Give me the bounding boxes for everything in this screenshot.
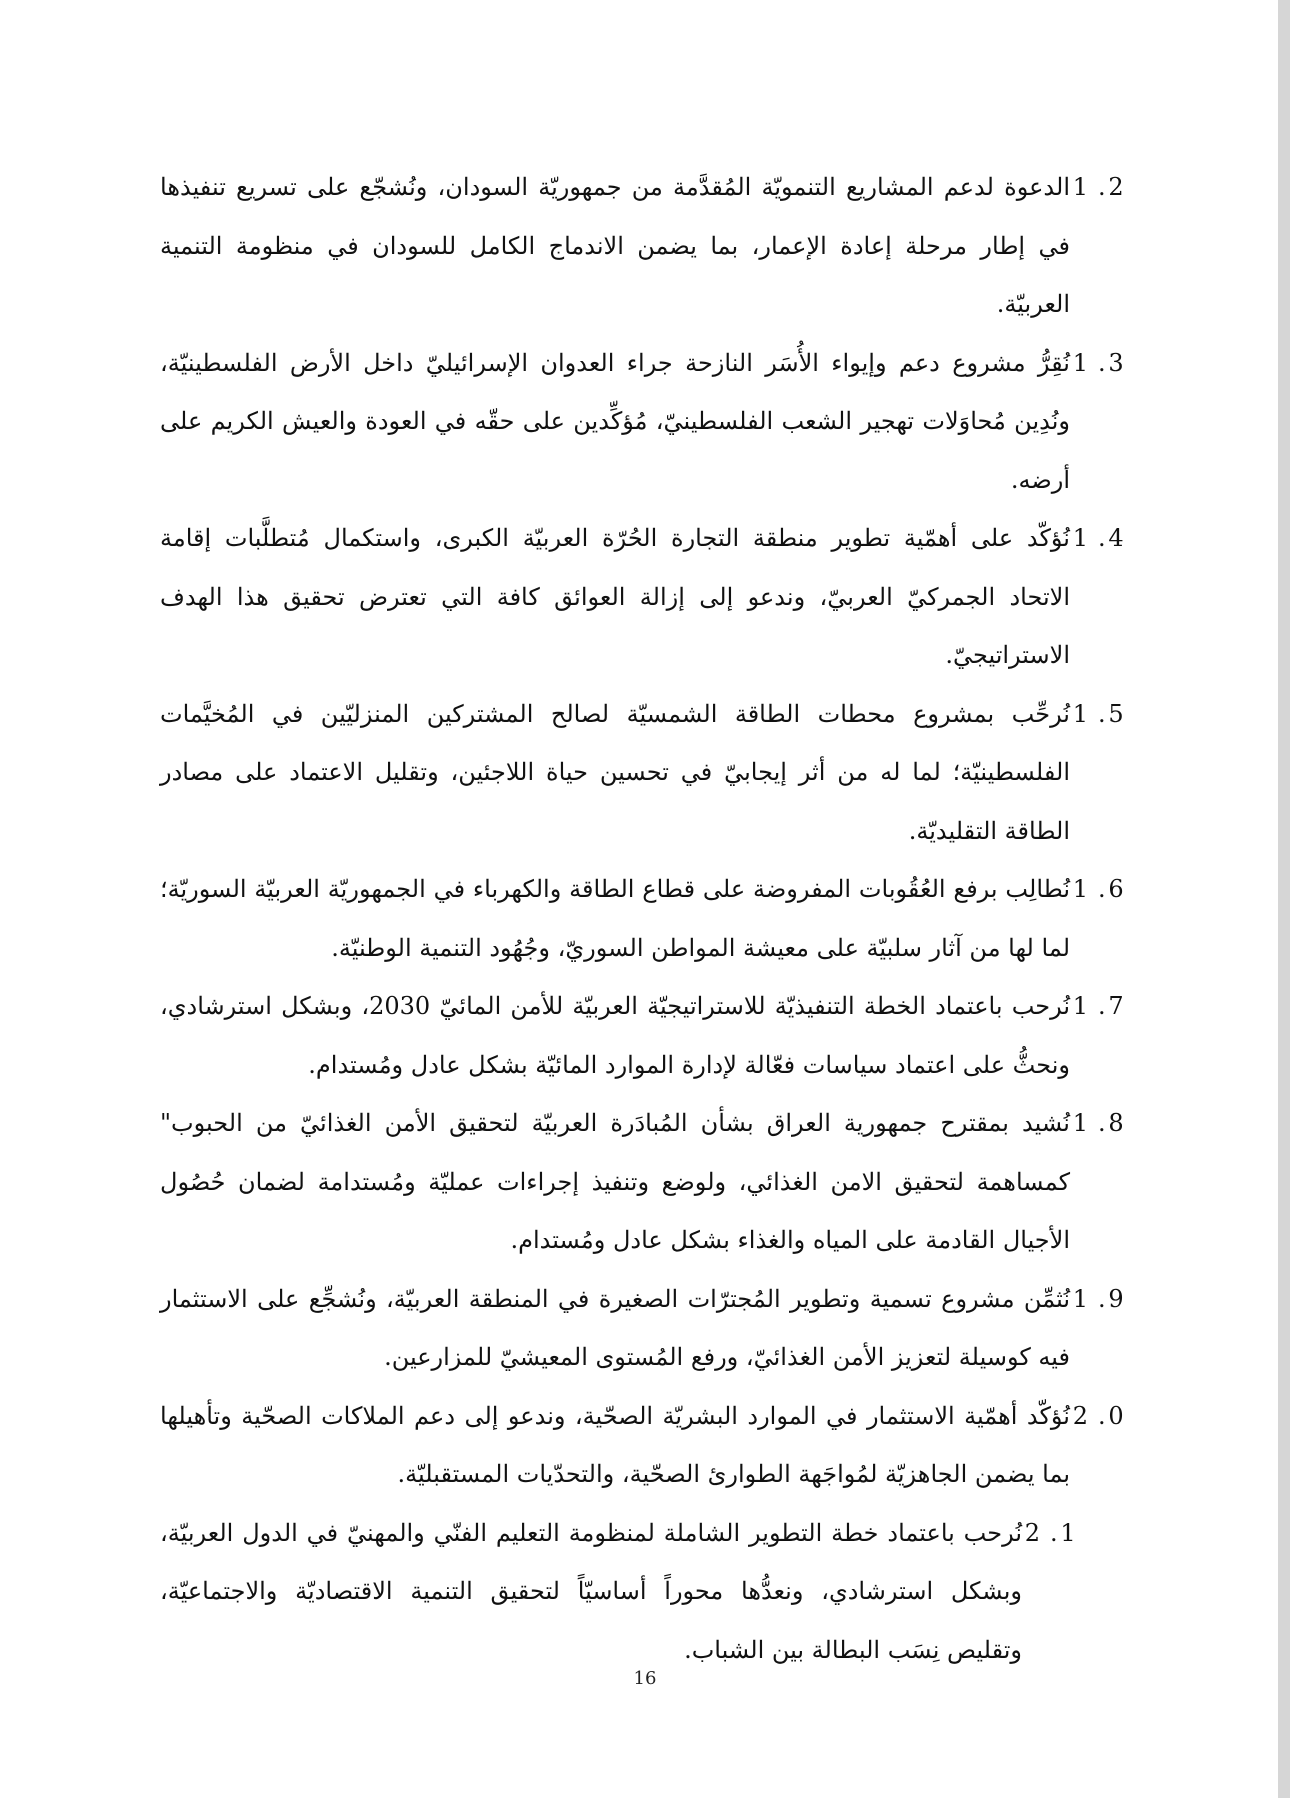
clause-19: [160, 1270, 1122, 1387]
clause-text: نُؤكّد على أهمّية تطوير منطقة التجارة الحُرّة العربيّة الكبرى، واستكمال مُتطلَّبات إقامة الاتحاد الجمركيّ العربيّ، وندعو إلى إزالة العوائق كافة التي تعترض تحقيق هذا الهدف الاستراتيجيّ.: [160, 524, 1070, 669]
clause-number: 2 . 0: [1072, 1401, 1124, 1430]
clause-text: نُرحب باعتماد الخطة التنفيذيّة للاستراتيجيّة العربيّة للأمن المائيّ 2030، وبشكل استرشادي، ونحثُّ على اعتماد سياسات فعّالة لإدارة الموارد المائيّة بشكل عادل ومُستدام.: [160, 992, 1071, 1079]
clause-20: [160, 1387, 1122, 1504]
page-number: 16: [633, 1668, 657, 1689]
clause-17: [160, 977, 1122, 1094]
clause-text: نُقِرُّ مشروع دعم وإيواء الأُسَر النازحة جراء العدوان الإسرائيليّ داخل الأرض الفلسطينيّة، ونُدِين مُحاوَلات تهجير الشعب الفلسطينيّ، مُؤكِّدين على حقّه في العودة والعيش الكريم على أرضه.: [160, 348, 1070, 494]
clause-text: نُثمِّن مشروع تسمية وتطوير المُجترّات الصغيرة في المنطقة العربيّة، ونُشجِّع على الاستثمار فيه كوسيلة لتعزيز الأمن الغذائيّ، ورفع المُستوى المعيشيّ للمزارعين.: [160, 1284, 1070, 1371]
clause-number: 1 . 3: [1072, 348, 1124, 377]
document-body: [160, 158, 1122, 1679]
clause-15: [160, 685, 1122, 861]
clause-18: [160, 1094, 1122, 1270]
clause-text: نُطالِب برفع العُقُوبات المفروضة على قطاع الطاقة والكهرباء في الجمهوريّة العربيّة السوريّة؛ لما لها من آثار سلبيّة على معيشة المواطن السوريّ، وجُهُود التنمية الوطنيّة.: [160, 875, 1070, 962]
clause-16: [160, 860, 1122, 977]
clause-text: نُشيد بمقترح جمهورية العراق بشأن المُبادَرة العربيّة لتحقيق الأمن الغذائيّ من الحبوب" كمساهمة لتحقيق الامن الغذائي، ولوضع وتنفيذ إجراءات عمليّة ومُستدامة لضمان حُصُول الأجيال القادمة على المياه والغذاء بشكل عادل ومُستدام.: [160, 1109, 1070, 1254]
clause-text: نُؤكّد أهمّية الاستثمار في الموارد البشريّة الصحّية، وندعو إلى دعم الملاكات الصحّية وتأهيلها بما يضمن الجاهزيّة لمُواجَهة الطوارئ الصحّية، والتحدّيات المستقبليّة.: [160, 1401, 1070, 1488]
clause-number: 1 . 9: [1072, 1284, 1124, 1313]
clause-number: 1 . 8: [1072, 1109, 1124, 1137]
page-edge: [1278, 0, 1290, 1798]
clause-12: [160, 158, 1122, 334]
clause-text: الدعوة لدعم المشاريع التنمويّة المُقدَّمة من جمهوريّة السودان، ونُشجّع على تسريع تنفيذها في إطار مرحلة إعادة الإعمار، بما يضمن الاندماج الكامل للسودان في منظومة التنمية العربيّة.: [160, 173, 1070, 318]
clause-14: [160, 509, 1122, 685]
clause-13: [160, 334, 1122, 510]
clause-text: نُرحب باعتماد خطة التطوير الشاملة لمنظومة التعليم الفنّي والمهنيّ في الدول العربيّة، وبشكل استرشادي، ونعدُّها محوراً أساسيّاً لتحقيق التنمية الاقتصاديّة والاجتماعيّة، وتقليص نِسَب البطالة بين الشباب.: [160, 1518, 1022, 1664]
clause-number: 1 . 4: [1072, 524, 1124, 552]
clause-number: 1 . 6: [1072, 875, 1124, 903]
clause-text: نُرحِّب بمشروع محطات الطاقة الشمسيّة لصالح المشتركين المنزليّين في المُخيَّمات الفلسطينيّة؛ لما له من أثر إيجابيّ في تحسين حياة اللاجئين، وتقليل الاعتماد على مصادر الطاقة التقليديّة.: [160, 699, 1070, 845]
clause-number: 1 . 2: [1072, 173, 1124, 201]
clause-number: 1 . 5: [1072, 699, 1124, 728]
clause-number: 2 . 1: [1024, 1518, 1076, 1547]
clause-number: 1 . 7: [1072, 992, 1124, 1020]
clause-21: [160, 1504, 1122, 1680]
